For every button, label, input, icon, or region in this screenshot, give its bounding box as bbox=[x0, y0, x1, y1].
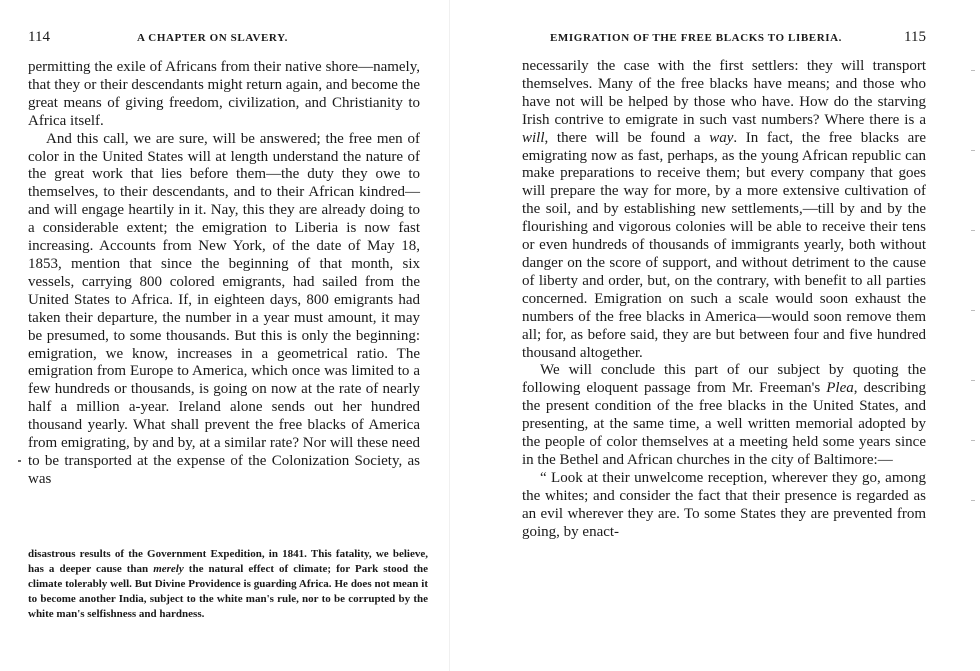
scan-mark bbox=[971, 500, 975, 501]
left-page bbox=[0, 0, 450, 671]
scan-edge-marks bbox=[966, 0, 980, 671]
p1-italic-will: will bbox=[522, 129, 545, 146]
right-paragraph-3: “ Look at their unwelcome reception, wherever they go, among the whites; and consider the fact that their presence is regarded as an evil wherever they are. To some States they are prevented from going, by enact- bbox=[522, 469, 926, 540]
right-running-head bbox=[522, 28, 926, 46]
footnote-emphasis: merely bbox=[153, 563, 184, 575]
right-paragraph-1 bbox=[522, 58, 926, 362]
right-running-title: EMIGRATION OF THE FREE BLACKS TO LIBERIA. bbox=[550, 32, 843, 44]
p2-text-a: We will conclude this part of our subject by quoting the following eloquent passage from Mr. Freeman's bbox=[522, 362, 926, 397]
footnote-text-a: disastrous results of the Government Expedition, in 1841. This fatality, we believe, has a deeper cause than bbox=[28, 548, 428, 575]
p1-text-b: , there will be found a bbox=[544, 129, 710, 146]
scan-mark bbox=[971, 380, 975, 381]
right-page bbox=[450, 0, 980, 671]
scan-mark bbox=[971, 70, 975, 71]
scan-mark bbox=[971, 440, 975, 441]
scan-speck bbox=[18, 460, 21, 462]
p1-italic-way: way bbox=[709, 129, 734, 146]
p1-text-c: . In fact, the free blacks are emigrating now as fast, perhaps, as the young African republic can make preparations to receive them; but every company that goes will prepare the way for more, by a more extensive cultivation of the soil, and by establishing new settlements,—till by and by the flourishing and vigorous colonies will be able to receive their tens or even hundreds of thousands of immigrants yearly, both without danger on the score of support, and without detriment to the cause of liberty and order, but, on the contrary, with benefit to all parties concerned. Emigration on such a scale would soon exhaust the numbers of the free blacks in America—would soon remove them all; for, as before said, they are but between four and five hundred thousand altogether. bbox=[522, 129, 926, 361]
left-paragraph-1: permitting the exile of Africans from their native shore—namely, that they or their descendants might return again, and become the great means of giving freedom, civilization, and Christianity to Africa itself. bbox=[28, 59, 420, 129]
scan-mark bbox=[971, 150, 975, 151]
footnote-text-b: the natural effect of climate; for Park stood the climate tolerably well. But Divine Providence is guarding Africa. He does not mean it to become another India, subject to the white man's rule, nor to be corrupted by the white man's selfishness and hardness. bbox=[28, 563, 428, 620]
left-paragraph-2: And this call, we are sure, will be answered; the free men of color in the United States will at length understand the nature of the great work that lies before them—the duty they owe to themselves, to their descendants, and to their African kindred—and will engage heartily in it. Nay, this they are already doing to a considerable extent; the emigration to Liberia is now fast increasing. Accounts from New York, of the date of May 18, 1853, mention that since the beginning of that month, six vessels, carrying 800 colored emigrants, had sailed from the United States to Africa. If, in eighteen days, 800 emigrants had taken their departure, the number in a year must amount, it may be presumed, to some thousands. But this is only the beginning: emigration, we know, increases in a geometrical ratio. The emigration from Europe to America, which once was limited to a few hundreds or thousands, is going on now at the rate of nearly half a million a-year. Ireland alone sends out her hundred thousand yearly. What shall prevent the free blacks of America from emigrating, by and by, at a similar rate? Nor will these need to be transported at the expense of the Colonization Society, as was bbox=[28, 130, 420, 487]
p1-text-a: necessarily the case with the first settlers: they will transport themselves. Many of the free blacks have means; and those who have not will be helped by those who have. How do the starving Irish contrive to emigrate in such vast numbers? Where there is a bbox=[522, 58, 926, 128]
p2-text-b: , describing the present condition of the free blacks in the United States, and presenting, at the same time, a well written memorial adopted by the people of color themselves at a meeting held some years since in the Bethel and African churches in the city of Baltimore:— bbox=[522, 380, 926, 468]
scan-mark bbox=[971, 230, 975, 231]
scan-mark bbox=[971, 310, 975, 311]
right-paragraph-2 bbox=[522, 362, 926, 469]
p2-italic-plea: Plea bbox=[826, 380, 854, 397]
left-running-head bbox=[28, 28, 420, 46]
right-body-text bbox=[522, 58, 926, 541]
footnote bbox=[28, 547, 428, 622]
left-page-number: 114 bbox=[28, 29, 50, 45]
left-running-title: A CHAPTER ON SLAVERY. bbox=[137, 32, 288, 44]
right-page-number: 115 bbox=[904, 29, 926, 45]
left-body-text bbox=[28, 59, 420, 489]
